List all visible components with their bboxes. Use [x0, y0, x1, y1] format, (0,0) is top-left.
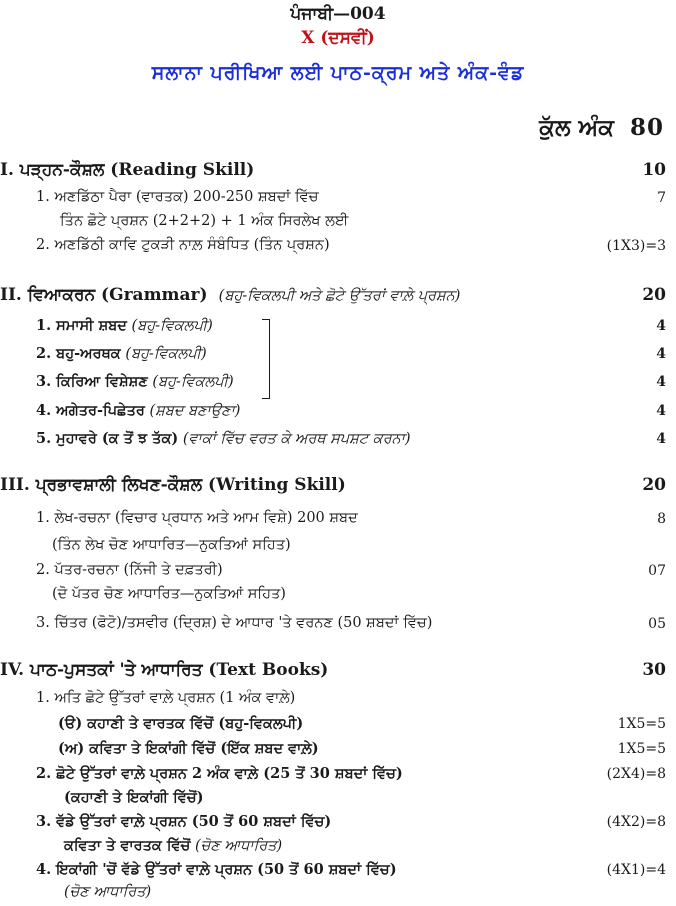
s3-item-2: 2. ਪੱਤਰ-ਰਚਨਾ (ਨਿੱਜੀ ਤੇ ਦਫ਼ਤਰੀ) [36, 562, 223, 578]
s4-item-2-sub: (ਕਹਾਣੀ ਤੇ ਇਕਾਂਗੀ ਵਿੱਚੋਂ) [64, 789, 204, 806]
s1-item-1-sub: ਤਿੰਨ ਛੋਟੇ ਪ੍ਰਸ਼ਨ (2+2+2) + 1 ਅੰਕ ਸਿਰਲੇਖ ਲਈ [60, 213, 349, 229]
total-marks [539, 114, 664, 141]
section-3-marks: 20 [642, 475, 666, 495]
s4-item-1a-marks: 1X5=5 [617, 716, 666, 732]
s4-item-4-sub: (ਚੋਣ ਆਧਾਰਿਤ) [64, 884, 152, 900]
s4-item-4-marks: (4X1)=4 [606, 862, 666, 878]
s3-item-3: 3. ਚਿੱਤਰ (ਫੋਟੋ)/ਤਸਵੀਰ (ਦ੍ਰਿਸ਼) ਦੇ ਆਧਾਰ 'ਤੇ ਵਰਨਣ (50 ਸ਼ਬਦਾਂ ਵਿੱਚ) [36, 615, 433, 631]
syllabus-heading: ਸਲਾਨਾ ਪਰੀਖਿਆ ਲਈ ਪਾਠ-ਕ੍ਰਮ ਅਤੇ ਅੰਕ-ਵੰਡ [151, 62, 525, 84]
s3-item-2-sub: (ਦੋ ਪੱਤਰ ਚੋਣ ਆਧਾਰਿਤ—ਨੁਕਤਿਆਂ ਸਹਿਤ) [52, 586, 286, 602]
s4-item-2-marks: (2X4)=8 [606, 766, 666, 782]
s1-item-1: 1. ਅਣਡਿੱਠਾ ਪੈਰਾ (ਵਾਰਤਕ) 200-250 ਸ਼ਬਦਾਂ ਵਿੱਚ [36, 189, 319, 205]
page-title: ਪੰਜਾਬੀ—004 [290, 4, 386, 24]
s2-item-5-marks: 4 [656, 431, 666, 447]
s4-item-2: 2. ਛੋਟੇ ਉੱਤਰਾਂ ਵਾਲ਼ੇ ਪ੍ਰਸ਼ਨ 2 ਅੰਕ ਵਾਲ਼ੇ (25 ਤੋਂ 30 ਸ਼ਬਦਾਂ ਵਿੱਚ) [36, 765, 403, 782]
section-4-marks: 30 [642, 660, 666, 680]
s3-item-2-marks: 07 [648, 563, 666, 579]
s3-item-1-marks: 8 [657, 511, 666, 527]
s4-item-3-sub: ਕਵਿਤਾ ਤੇ ਵਾਰਤਕ ਵਿੱਚੋਂ (ਚੋਣ ਆਧਾਰਿਤ) [64, 837, 283, 854]
s2-item-3: 3. ਕਿਰਿਆ ਵਿਸ਼ੇਸ਼ਣ (ਬਹੁ-ਵਿਕਲਪੀ) [36, 373, 234, 390]
s4-item-1b: (ਅ) ਕਵਿਤਾ ਤੇ ਇਕਾਂਗੀ ਵਿੱਚੋਂ (ਇੱਕ ਸ਼ਬਦ ਵਾਲ਼ੇ) [58, 740, 319, 757]
s1-item-2-marks: (1X3)=3 [606, 238, 666, 254]
section-3-title: III. ਪ੍ਰਭਾਵਸ਼ਾਲੀ ਲਿਖਣ-ਕੌਸ਼ਲ (Writing Skill) [0, 475, 346, 495]
section-2-note: (ਬਹੁ-ਵਿਕਲਪੀ ਅਤੇ ਛੋਟੇ ਉੱਤਰਾਂ ਵਾਲ਼ੇ ਪ੍ਰਸ਼ਨ) [218, 288, 461, 304]
s4-item-4: 4. ਇਕਾਂਗੀ 'ਚੋਂ ਵੱਡੇ ਉੱਤਰਾਂ ਵਾਲ਼ੇ ਪ੍ਰਸ਼ਨ (50 ਤੋਂ 60 ਸ਼ਬਦਾਂ ਵਿੱਚ) [36, 861, 397, 878]
s4-item-1b-marks: 1X5=5 [617, 741, 666, 757]
section-1-title: I. ਪੜ੍ਹਨ-ਕੌਸ਼ਲ (Reading Skill) [0, 160, 255, 180]
s2-item-2-marks: 4 [656, 346, 666, 362]
s2-item-1: 1. ਸਮਾਸੀ ਸ਼ਬਦ (ਬਹੁ-ਵਿਕਲਪੀ) [36, 317, 213, 334]
s2-item-4: 4. ਅਗੇਤਰ-ਪਿਛੇਤਰ (ਸ਼ਬਦ ਬਣਾਉਣਾ) [36, 402, 241, 419]
total-value: 80 [629, 114, 664, 141]
s4-item-3-marks: (4X2)=8 [606, 814, 666, 830]
s2-item-4-marks: 4 [656, 403, 666, 419]
s3-item-3-marks: 05 [648, 616, 666, 632]
s2-item-2: 2. ਬਹੁ-ਅਰਥਕ (ਬਹੁ-ਵਿਕਲਪੀ) [36, 345, 207, 362]
s1-item-2: 2. ਅਣਡਿੱਠੀ ਕਾਵਿ ਟੁਕੜੀ ਨਾਲ਼ ਸੰਬੰਧਿਤ (ਤਿੰਨ ਪ੍ਰਸ਼ਨ) [36, 237, 330, 253]
s1-item-1-marks: 7 [657, 190, 666, 206]
s4-item-1: 1. ਅਤਿ ਛੋਟੇ ਉੱਤਰਾਂ ਵਾਲ਼ੇ ਪ੍ਰਸ਼ਨ (1 ਅੰਕ ਵਾਲ਼ੇ) [36, 690, 296, 706]
grouping-bracket [262, 319, 270, 399]
section-2-title: II. ਵਿਆਕਰਨ (Grammar) [0, 285, 208, 305]
section-2-heading [0, 285, 460, 305]
section-2-marks: 20 [642, 285, 666, 305]
s2-item-3-marks: 4 [656, 374, 666, 390]
s3-item-1-sub: (ਤਿੰਨ ਲੇਖ ਚੋਣ ਆਧਾਰਿਤ—ਨੁਕਤਿਆਂ ਸਹਿਤ) [52, 537, 291, 553]
section-4-title: IV. ਪਾਠ-ਪੁਸਤਕਾਂ 'ਤੇ ਆਧਾਰਿਤ (Text Books) [0, 660, 329, 680]
total-label: ਕੁੱਲ ਅੰਕ [539, 114, 614, 141]
s2-item-5: 5. ਮੁਹਾਵਰੇ (ਕ ਤੋਂ ਝ ਤੱਕ) (ਵਾਕਾਂ ਵਿੱਚ ਵਰਤ ਕੇ ਅਰਥ ਸਪਸ਼ਟ ਕਰਨਾ) [36, 430, 411, 447]
class-label: X (ਦਸਵੀਂ) [301, 28, 375, 48]
s3-item-1: 1. ਲੇਖ-ਰਚਨਾ (ਵਿਚਾਰ ਪ੍ਰਧਾਨ ਅਤੇ ਆਮ ਵਿਸ਼ੇ) 200 ਸ਼ਬਦ [36, 510, 358, 526]
s2-item-1-marks: 4 [656, 318, 666, 334]
s4-item-1a: (ੳ) ਕਹਾਣੀ ਤੇ ਵਾਰਤਕ ਵਿੱਚੋਂ (ਬਹੁ-ਵਿਕਲਪੀ) [58, 715, 304, 732]
section-1-marks: 10 [642, 160, 666, 180]
s4-item-3: 3. ਵੱਡੇ ਉੱਤਰਾਂ ਵਾਲ਼ੇ ਪ੍ਰਸ਼ਨ (50 ਤੋਂ 60 ਸ਼ਬਦਾਂ ਵਿੱਚ) [36, 813, 332, 830]
